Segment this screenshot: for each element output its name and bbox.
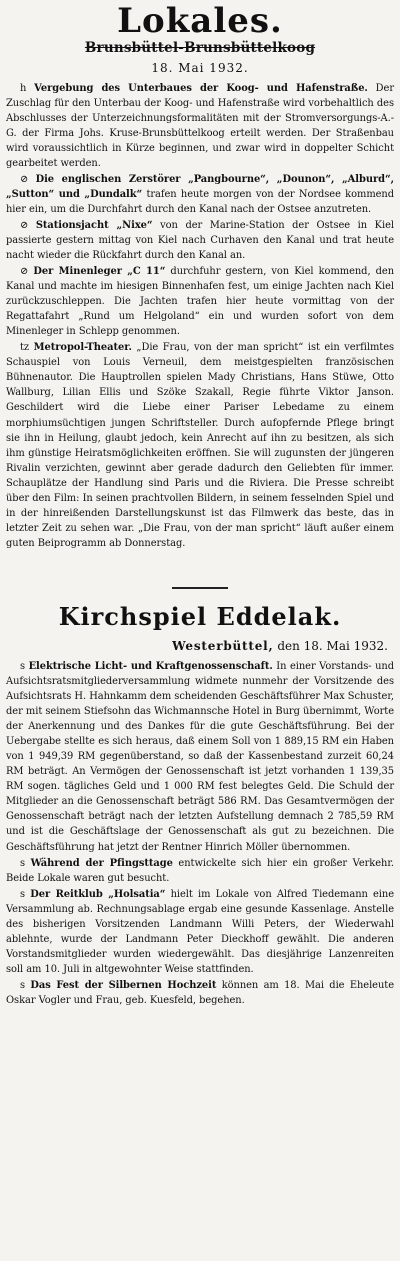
- article-marker: h: [20, 82, 27, 94]
- article-body: In einer Vorstands- und Aufsichtsratsmitgliederversammlung widmete nunmehr der Vorsitzende des Aufsichtsrats H. Hahnkamm dem scheidenden Geschäftsführer Max Schuster, der mit seinem Stiefsohn das Wichmannsche Hotel in Burg übernimmt, Worte der Anerkennung und des Dankes für die gute Geschäftsführung. Bei der Uebergabe stellte es sich heraus, daß einem Soll von 1 889,15 RM ein Haben von 1 949,39 RM gegenüberstand, so daß der Kassenbestand zurzeit 60,24 RM beträgt. An Vermögen der Genossenschaft ist jetzt vorhanden 1 139,35 RM sogen. tägliches Geld und 1 000 RM fest belegtes Geld. Die Schuld der Mitglieder an die Genossenschaft beträgt 586 RM. Das Gesamtvermögen der Genossenschaft beträgt nach der letzten Aufstellung demnach 2 785,59 RM und ist die Geschäftslage der Genossenschaft als gut zu bezeichnen. Die Geschäftsführung hat jetzt der Rentner Hinrich Möller übernommen.: [6, 660, 394, 853]
- article-body: „Die Frau, von der man spricht“ ist ein verfilmtes Schauspiel von Louis Verneuil, dem meistgespielten französischen Bühnenautor. Die Hauptrollen spielen Mady Christians, Hans Stüwe, Otto Wallburg, Lilian Ellis und Szöke Szakall, Regie führte Viktor Janson. Geschildert wird die Liebe einer Pariser Lebedame zu einem morphiumsüchtigen jungen Schriftsteller. Durch aufopfernde Pflege bringt sie ihn in Heilung, glaubt jedoch, kein Anrecht auf ihn zu besitzen, als sich ihm günstige Heiratsmöglichkeiten eröffnen. Sie will zugunsten der jüngeren Rivalin verzichten, gewinnt aber gerade dadurch den Geliebten für immer. Schauplätze der Handlung sind Paris und die Riviera. Die Presse schreibt über den Film: In seinen prachtvollen Bildern, in seinem fesselnden Spiel und in der hinreißenden Darstellungskunst ist das Filmwerk das beste, das in letzter Zeit zu sehen war. „Die Frau, von der man spricht“ läuft außer einem guten Beiprogramm ab Donnerstag.: [6, 342, 395, 549]
- article-body: Der Zuschlag für den Unterbau der Koog- und Hafenstraße wird vorbehaltlich des Abschlusses der Unterzeichnungsformalitäten mit der Stromversorgungs-A.-G. der Firma Johs. Kruse-Brunsbüttelkoog erteilt werden. Der Straßenbau wird voraussichtlich in Kürze beginnen, und zwar wird in doppelter Schicht gearbeitet werden.: [6, 82, 394, 169]
- article-headline: Der Reitklub „Holsatia“: [30, 888, 166, 900]
- article-body: können am 18. Mai die Eheleute Oskar Vogler und Frau, geb. Kuesfeld, begehen.: [6, 979, 395, 1006]
- article: [6, 218, 394, 263]
- article-body: durchfuhr gestern, von Kiel kommend, den Kanal und machte im hiesigen Binnenhafen fest, um einige Jachten nach Kiel zurückzuschleppen. Die Jachten trafen hier heute vormittag von der Regattafahrt „Rund um Helgoland“ ein und wurden sofort von dem Minenleger in Schlepp genommen.: [6, 266, 394, 338]
- article: [6, 887, 394, 977]
- article-marker: s: [20, 979, 26, 991]
- section-dateline: [6, 639, 388, 653]
- section-date: 18. Mai 1932.: [151, 60, 249, 75]
- section-title-lokales: Lokales.: [117, 1, 283, 41]
- article: [6, 264, 394, 339]
- article-headline: Der Minenleger „C 11“: [33, 266, 166, 278]
- kirchspiel-articles: [6, 659, 394, 1008]
- article: [6, 172, 394, 217]
- article: [6, 856, 394, 886]
- article-headline: Die englischen Zerstörer „Pangbourne“, „Dounon“, „Alburd“, „Sutton“ und „Dundalk“: [6, 173, 394, 200]
- section-subtitle: Brunsbüttel-Brunsbüttelkoog: [84, 40, 316, 56]
- article-marker: s: [20, 857, 26, 869]
- article-marker: ⊘: [20, 173, 29, 185]
- article-headline: Vergebung des Unterbaues der Koog- und Hafenstraße.: [34, 82, 368, 94]
- article-marker: s: [20, 660, 26, 672]
- lokales-articles: [6, 81, 394, 551]
- article-headline: Metropol-Theater.: [33, 342, 132, 354]
- article: [6, 978, 394, 1008]
- article: [6, 340, 394, 551]
- article-marker: tz: [20, 342, 30, 354]
- article-body: entwickelte sich hier ein großer Verkehr. Beide Lokale waren gut besucht.: [6, 857, 395, 884]
- article-body: trafen heute morgen von der Nordsee kommend hier ein, um die Durchfahrt durch den Kanal nach der Ostsee anzutreten.: [6, 188, 395, 215]
- article: [6, 659, 394, 855]
- article-marker: ⊘: [20, 219, 29, 231]
- article-body: von der Marine-Station der Ostsee in Kiel passierte gestern mittag von Kiel nach Curhaven den Kanal und trat heute nacht wieder die Rückfahrt durch den Kanal an.: [6, 219, 394, 262]
- dateline-date: den 18. Mai 1932.: [277, 638, 388, 653]
- article-headline: Elektrische Licht- und Kraftgenossenschaft.: [28, 660, 273, 672]
- article-headline: Das Fest der Silbernen Hochzeit: [30, 979, 217, 991]
- dateline-place: Westerbüttel,: [172, 638, 274, 653]
- section-title-kirchspiel: Kirchspiel Eddelak.: [58, 601, 342, 631]
- article-marker: ⊘: [20, 266, 29, 278]
- article-body: hielt im Lokale von Alfred Tiedemann eine Versammlung ab. Rechnungsablage ergab eine gesunde Kassenlage. Anstelle des bisherigen Vorsitzenden Landmann Willi Peters, der Wiederwahl ablehnte, wurde der Landmann Peter Dieckhoff gewählt. Die anderen Vorstandsmitglieder wurden wiedergewählt. Das diesjährige Lanzenreiten soll am 10. Juli in altgewohnter Weise stattfinden.: [6, 888, 395, 975]
- article-marker: s: [20, 888, 26, 900]
- article: [6, 81, 394, 171]
- section-divider: [172, 587, 228, 589]
- article-headline: Während der Pfingsttage: [30, 857, 173, 869]
- article-headline: Stationsjacht „Nixe“: [35, 219, 153, 231]
